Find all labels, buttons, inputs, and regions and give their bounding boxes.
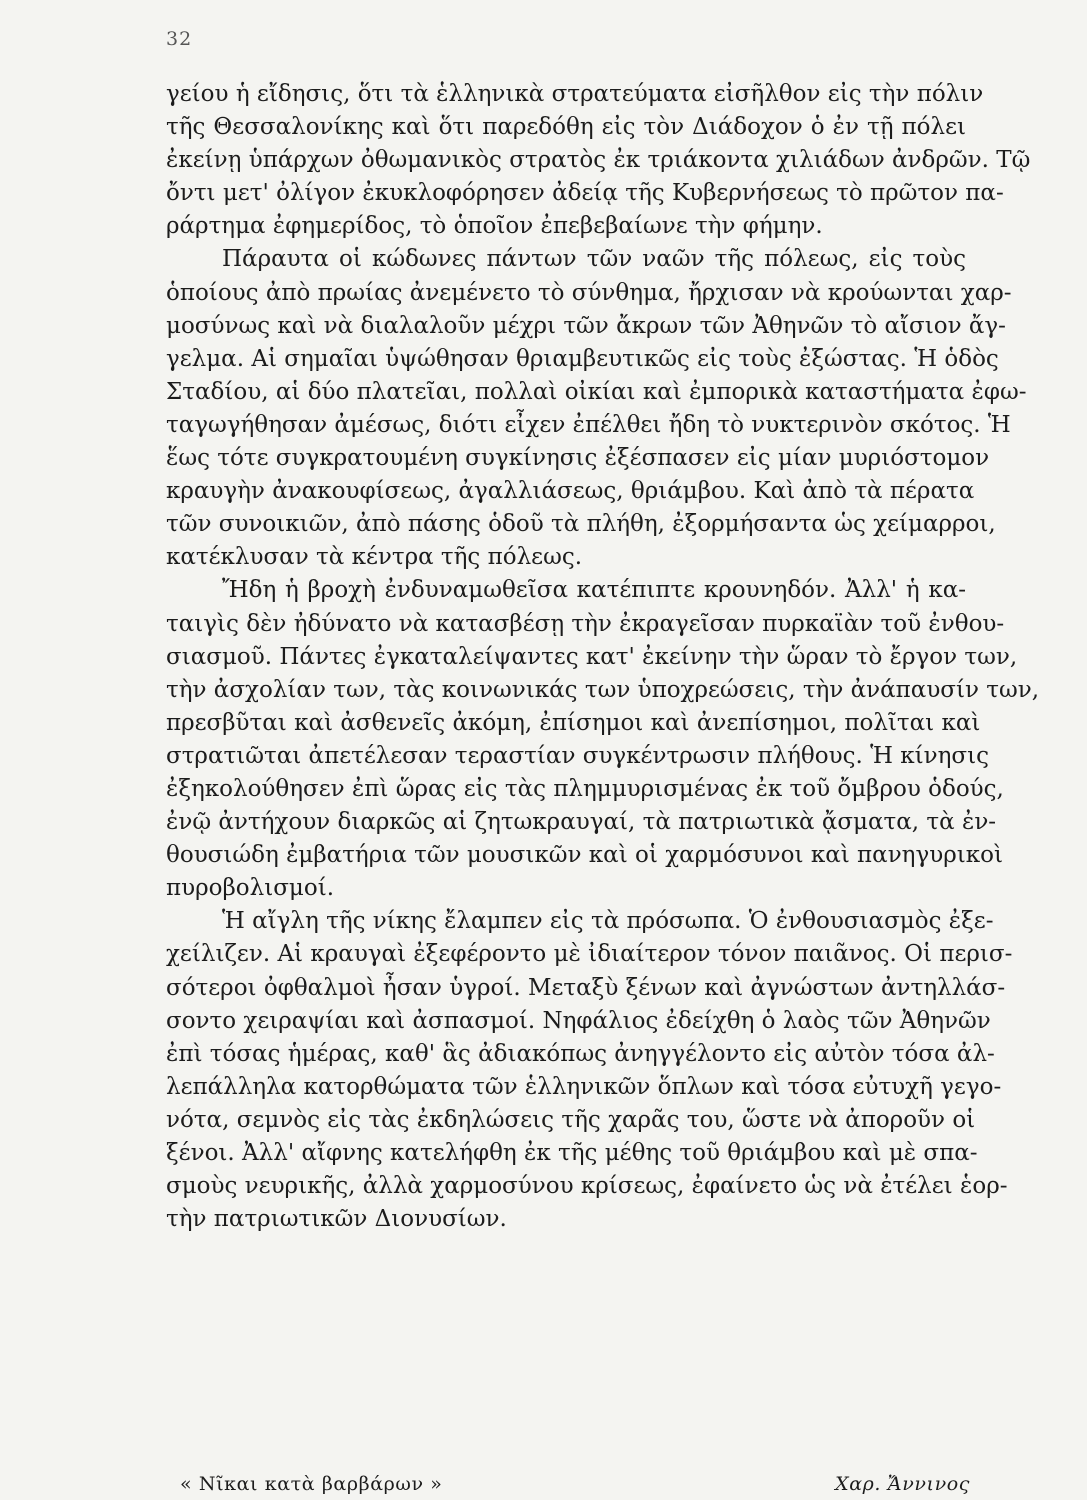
text-line: σοντο χειραψίαι καὶ ἀσπασμοί. Νηφάλιος ἐδείχθη ὁ λαὸς τῶν Ἀθηνῶν bbox=[166, 1007, 991, 1034]
text-line: τὴν ἀσχολίαν των, τὰς κοινωνικάς των ὑποχρεώσεις, τὴν ἀνάπαυσίν των, bbox=[166, 676, 1040, 703]
text-line: σμοὺς νευρικῆς, ἀλλὰ χαρμοσύνου κρίσεως, ἐφαίνετο ὡς νὰ ἐτέλει ἑορ- bbox=[166, 1173, 1008, 1200]
text-line: πρεσβῦται καὶ ἀσθενεῖς ἀκόμη, ἐπίσημοι καὶ ἀνεπίσημοι, πολῖται καὶ bbox=[166, 709, 981, 736]
text-line: χείλιζεν. Αἱ κραυγαὶ ἐξεφέροντο μὲ ἰδιαίτερον τόνον παιᾶνος. Οἱ περισ- bbox=[166, 941, 1013, 968]
page-number: 32 bbox=[166, 28, 193, 50]
text-line: ράρτημα ἐφημερίδος, τὸ ὁποῖον ἐπεβεβαίωνε τὴν φήμην. bbox=[166, 213, 823, 240]
text-line: ὄντι μετ' ὀλίγον ἐκυκλοφόρησεν ἀδείᾳ τῆς Κυβερνήσεως τὸ πρῶτον πα- bbox=[166, 180, 1004, 207]
text-line: κραυγὴν ἀνακουφίσεως, ἀγαλλιάσεως, θριάμβου. Καὶ ἀπὸ τὰ πέρατα bbox=[166, 478, 975, 505]
text-line: ταγωγήθησαν ἀμέσως, διότι εἶχεν ἐπέλθει ἤδη τὸ νυκτερινὸν σκότος. Ἡ bbox=[166, 411, 1011, 438]
text-line: Ἤδη ἡ βροχὴ ἐνδυναμωθεῖσα κατέπιπτε κρουνηδόν. Ἀλλ' ἡ κα- bbox=[222, 577, 966, 604]
text-line: ἕως τότε συγκρατουμένη συγκίνησις ἐξέσπασεν εἰς μίαν μυριόστομον bbox=[166, 445, 990, 472]
author-name: Χαρ. Ἄννινος bbox=[835, 1473, 970, 1495]
text-line: ἐνῷ ἀντήχουν διαρκῶς αἱ ζητωκραυγαί, τὰ πατριωτικὰ ᾄσματα, τὰ ἐν- bbox=[166, 809, 997, 836]
text-line: σότεροι ὀφθαλμοὶ ἦσαν ὑγροί. Μεταξὺ ξένων καὶ ἀγνώστων ἀντηλλάσ- bbox=[166, 974, 1006, 1001]
text-line: τὴν πατριωτικῶν Διονυσίων. bbox=[166, 1206, 507, 1233]
text-line: σιασμοῦ. Πάντες ἐγκαταλείψαντες κατ' ἐκείνην τὴν ὥραν τὸ ἔργον των, bbox=[166, 643, 1018, 670]
text-line: ἐπὶ τόσας ἡμέρας, καθ' ἃς ἀδιακόπως ἀνηγγέλοντο εἰς αὐτὸν τόσα ἀλ- bbox=[166, 1040, 995, 1067]
body-text bbox=[166, 78, 1040, 1236]
source-title: « Νῖκαι κατὰ βαρβάρων » bbox=[180, 1473, 443, 1495]
text-line: νότα, σεμνὸς εἰς τὰς ἐκδηλώσεις τῆς χαρᾶς του, ὥστε νὰ ἀποροῦν οἱ bbox=[166, 1106, 976, 1133]
text-line: ὁποίους ἀπὸ πρωίας ἀνεμένετο τὸ σύνθημα, ἤρχισαν νὰ κρούωνται χαρ- bbox=[166, 279, 1012, 306]
text-line: μοσύνως καὶ νὰ διαλαλοῦν μέχρι τῶν ἄκρων τῶν Ἀθηνῶν τὸ αἴσιον ἄγ- bbox=[166, 312, 1006, 339]
text-line: λεπάλληλα κατορθώματα τῶν ἑλληνικῶν ὅπλων καὶ τόσα εὐτυχῆ γεγο- bbox=[166, 1073, 1002, 1100]
text-line: Ἡ αἴγλη τῆς νίκης ἔλαμπεν εἰς τὰ πρόσωπα. Ὁ ἐνθουσιασμὸς ἐξε- bbox=[222, 908, 994, 935]
text-line: Πάραυτα οἱ κώδωνες πάντων τῶν ναῶν τῆς πόλεως, εἰς τοὺς bbox=[222, 246, 966, 273]
attribution-line bbox=[180, 1468, 970, 1500]
text-line: ταιγὶς δὲν ἠδύνατο νὰ κατασβέσῃ τὴν ἐκραγεῖσαν πυρκαϊὰν τοῦ ἐνθου- bbox=[166, 610, 1005, 637]
text-line: στρατιῶται ἀπετέλεσαν τεραστίαν συγκέντρωσιν πλήθους. Ἡ κίνησις bbox=[166, 742, 989, 769]
text-line: ἐξηκολούθησεν ἐπὶ ὥρας εἰς τὰς πλημμυρισμένας ἐκ τοῦ ὄμβρου ὁδούς, bbox=[166, 775, 1004, 802]
text-line: τῶν συνοικιῶν, ἀπὸ πάσης ὁδοῦ τὰ πλήθη, ἐξορμήσαντα ὡς χείμαρροι, bbox=[166, 511, 996, 538]
text-line: ἐκείνῃ ὑπάρχων ὀθωμανικὸς στρατὸς ἐκ τριάκοντα χιλιάδων ἀνδρῶν. Τῷ bbox=[166, 147, 1031, 174]
text-line: πυροβολισμοί. bbox=[166, 875, 335, 902]
text-line: γελμα. Αἱ σημαῖαι ὑψώθησαν θριαμβευτικῶς εἰς τοὺς ἐξώστας. Ἡ ὁδὸς bbox=[166, 345, 999, 372]
text-line: γείου ἡ εἴδησις, ὅτι τὰ ἑλληνικὰ στρατεύματα εἰσῆλθον εἰς τὴν πόλιν bbox=[166, 81, 984, 107]
text-line: ξένοι. Ἀλλ' αἴφνης κατελήφθη ἐκ τῆς μέθης τοῦ θριάμβου καὶ μὲ σπα- bbox=[166, 1140, 978, 1166]
text-line: Σταδίου, αἱ δύο πλατεῖαι, πολλαὶ οἰκίαι καὶ ἐμπορικὰ καταστήματα ἐφω- bbox=[166, 378, 1027, 405]
text-line: κατέκλυσαν τὰ κέντρα τῆς πόλεως. bbox=[166, 544, 583, 571]
text-line: τῆς Θεσσαλονίκης καὶ ὅτι παρεδόθη εἰς τὸν Διάδοχον ὁ ἐν τῇ πόλει bbox=[166, 114, 966, 141]
text-line: θουσιώδη ἐμβατήρια τῶν μουσικῶν καὶ οἱ χαρμόσυνοι καὶ πανηγυρικοὶ bbox=[166, 842, 1003, 869]
